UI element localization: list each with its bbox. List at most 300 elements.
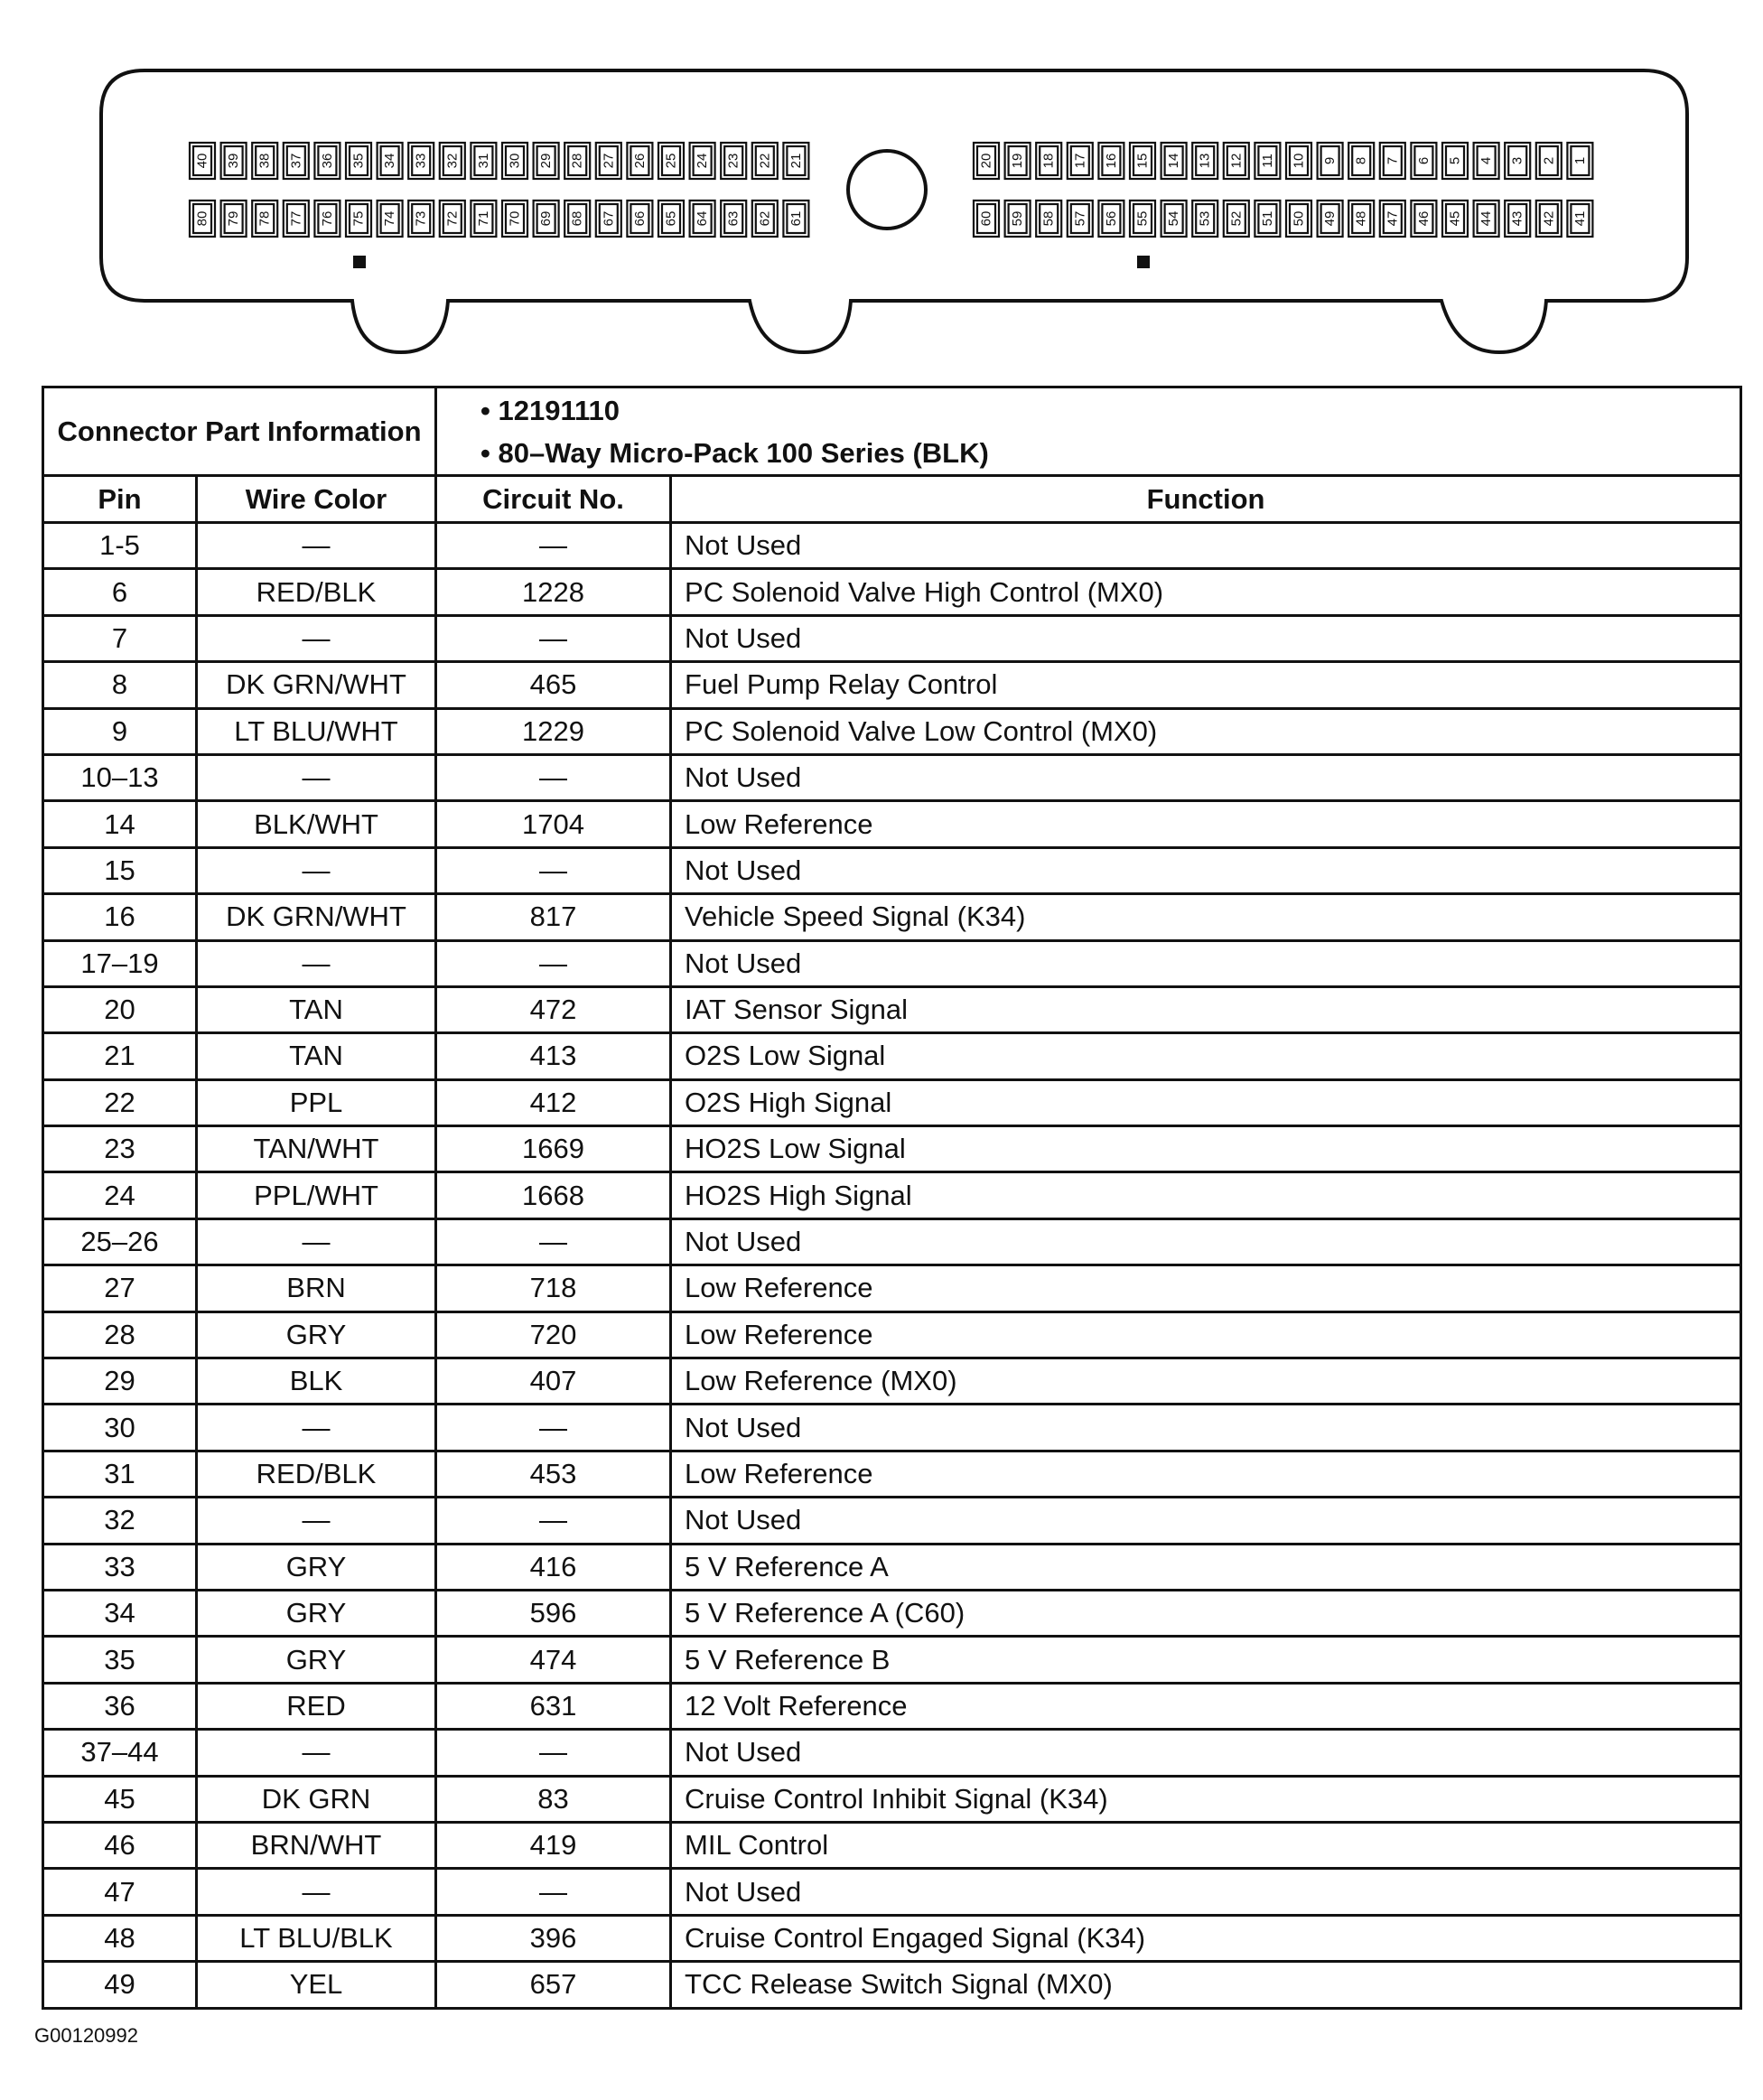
pin-number: 21 bbox=[788, 153, 804, 169]
pin-number: 74 bbox=[382, 210, 398, 227]
pin-number: 66 bbox=[631, 210, 648, 227]
connector-diagram bbox=[0, 0, 1763, 361]
wire-color-cell: YEL bbox=[197, 1962, 436, 2008]
pin-cell: 17–19 bbox=[43, 940, 197, 986]
pin-cell bbox=[378, 143, 403, 179]
pin-number: 45 bbox=[1447, 210, 1463, 227]
center-alignment-hole bbox=[848, 151, 926, 229]
pin-number: 39 bbox=[226, 153, 242, 169]
pin-cell bbox=[690, 201, 715, 237]
wire-color-cell: — bbox=[197, 1869, 436, 1915]
wire-color-cell: — bbox=[197, 523, 436, 569]
pin-number: 47 bbox=[1385, 210, 1401, 227]
pin-cell bbox=[221, 143, 247, 179]
pin-number: 24 bbox=[695, 153, 711, 169]
table-row bbox=[43, 615, 1741, 661]
function-cell: TCC Release Switch Signal (MX0) bbox=[671, 1962, 1741, 2008]
function-cell: PC Solenoid Valve High Control (MX0) bbox=[671, 569, 1741, 615]
pin-cell bbox=[378, 201, 403, 237]
circuit-cell: 396 bbox=[436, 1915, 671, 1961]
pin-cell: 45 bbox=[43, 1776, 197, 1822]
pin-cell bbox=[346, 201, 371, 237]
pin-number: 58 bbox=[1040, 210, 1057, 227]
pin-cell bbox=[627, 201, 652, 237]
wire-color-cell: — bbox=[197, 940, 436, 986]
function-cell: 12 Volt Reference bbox=[671, 1683, 1741, 1729]
pin-cell bbox=[440, 143, 465, 179]
pin-number: 20 bbox=[978, 153, 994, 169]
function-cell: Not Used bbox=[671, 1730, 1741, 1776]
pin-number: 54 bbox=[1166, 210, 1182, 227]
pin-cell: 32 bbox=[43, 1498, 197, 1544]
function-cell: PC Solenoid Valve Low Control (MX0) bbox=[671, 708, 1741, 754]
pin-cell bbox=[346, 143, 371, 179]
wire-color-cell: GRY bbox=[197, 1637, 436, 1683]
function-cell: MIL Control bbox=[671, 1822, 1741, 1868]
pin-cell bbox=[658, 201, 684, 237]
pin-cell: 23 bbox=[43, 1126, 197, 1172]
pin-cell: 10–13 bbox=[43, 754, 197, 800]
col-header-pin: Pin bbox=[43, 476, 197, 523]
pin-number: 71 bbox=[475, 210, 491, 227]
function-cell: Not Used bbox=[671, 1869, 1741, 1915]
table-row bbox=[43, 708, 1741, 754]
pin-cell bbox=[221, 201, 247, 237]
pin-number: 52 bbox=[1228, 210, 1245, 227]
pin-number: 41 bbox=[1572, 210, 1588, 227]
circuit-cell: — bbox=[436, 754, 671, 800]
pin-cell bbox=[1255, 201, 1280, 237]
wire-color-cell: BLK/WHT bbox=[197, 801, 436, 847]
pin-cell bbox=[627, 143, 652, 179]
wire-color-cell: RED/BLK bbox=[197, 1451, 436, 1497]
pin-number: 6 bbox=[1415, 156, 1432, 165]
table-row bbox=[43, 1962, 1741, 2008]
pin-number: 73 bbox=[413, 210, 429, 227]
table-row bbox=[43, 1265, 1741, 1311]
pin-number: 15 bbox=[1134, 153, 1151, 169]
pin-cell bbox=[284, 201, 309, 237]
pin-number: 44 bbox=[1478, 210, 1495, 227]
pin-cell bbox=[658, 143, 684, 179]
table-row bbox=[43, 1637, 1741, 1683]
table-row bbox=[43, 847, 1741, 893]
circuit-cell: 412 bbox=[436, 1079, 671, 1125]
pin-cell bbox=[1442, 201, 1468, 237]
pin-number: 5 bbox=[1447, 156, 1463, 165]
wire-color-cell: — bbox=[197, 615, 436, 661]
pin-cell: 28 bbox=[43, 1311, 197, 1358]
pin-number: 75 bbox=[350, 210, 367, 227]
pin-number: 69 bbox=[538, 210, 555, 227]
pin-cell bbox=[721, 201, 746, 237]
table-row bbox=[43, 1451, 1741, 1497]
pin-number: 25 bbox=[663, 153, 679, 169]
circuit-cell: — bbox=[436, 1730, 671, 1776]
pin-cell bbox=[314, 201, 340, 237]
pin-number: 13 bbox=[1197, 153, 1213, 169]
col-header-function: Function bbox=[671, 476, 1741, 523]
pin-cell bbox=[471, 201, 496, 237]
polarization-mark-right bbox=[1137, 256, 1150, 268]
pin-number: 34 bbox=[382, 153, 398, 169]
function-cell: Cruise Control Engaged Signal (K34) bbox=[671, 1915, 1741, 1961]
pin-number: 28 bbox=[569, 153, 585, 169]
pin-cell bbox=[408, 143, 434, 179]
table-row bbox=[43, 1172, 1741, 1218]
circuit-cell: — bbox=[436, 940, 671, 986]
pin-number: 23 bbox=[725, 153, 742, 169]
circuit-cell: 817 bbox=[436, 894, 671, 940]
pin-cell: 20 bbox=[43, 986, 197, 1032]
pin-cell: 15 bbox=[43, 847, 197, 893]
pin-cell bbox=[1411, 201, 1436, 237]
pin-cell bbox=[1286, 143, 1311, 179]
pin-cell bbox=[596, 201, 621, 237]
pin-cell bbox=[564, 143, 590, 179]
pin-number: 61 bbox=[788, 210, 804, 227]
pin-number: 10 bbox=[1291, 153, 1307, 169]
pin-cell bbox=[314, 143, 340, 179]
wire-color-cell: BLK bbox=[197, 1358, 436, 1405]
pin-cell bbox=[1505, 201, 1530, 237]
wire-color-cell: GRY bbox=[197, 1311, 436, 1358]
pin-number: 9 bbox=[1322, 156, 1339, 165]
pin-number: 68 bbox=[569, 210, 585, 227]
function-cell: Low Reference (MX0) bbox=[671, 1358, 1741, 1405]
pin-number: 60 bbox=[978, 210, 994, 227]
function-cell: Cruise Control Inhibit Signal (K34) bbox=[671, 1776, 1741, 1822]
circuit-cell: 596 bbox=[436, 1590, 671, 1636]
pin-cell: 24 bbox=[43, 1172, 197, 1218]
pin-cell bbox=[1161, 143, 1187, 179]
table-row bbox=[43, 1822, 1741, 1868]
connector-description: • 80–Way Micro-Pack 100 Series (BLK) bbox=[480, 436, 989, 469]
pin-cell: 34 bbox=[43, 1590, 197, 1636]
circuit-cell: — bbox=[436, 615, 671, 661]
pin-cell bbox=[1536, 143, 1562, 179]
wire-color-cell: — bbox=[197, 1405, 436, 1451]
pin-cell bbox=[190, 201, 215, 237]
wire-color-cell: — bbox=[197, 1218, 436, 1265]
pin-number: 35 bbox=[350, 153, 367, 169]
pin-number: 30 bbox=[507, 153, 523, 169]
wire-color-cell: TAN bbox=[197, 986, 436, 1032]
circuit-cell: 1669 bbox=[436, 1126, 671, 1172]
table-row bbox=[43, 569, 1741, 615]
pin-number: 29 bbox=[538, 153, 555, 169]
pin-number: 72 bbox=[444, 210, 461, 227]
table-row bbox=[43, 801, 1741, 847]
pin-cell bbox=[502, 201, 527, 237]
circuit-cell: — bbox=[436, 1218, 671, 1265]
circuit-cell: 416 bbox=[436, 1544, 671, 1590]
pin-number: 1 bbox=[1572, 156, 1588, 165]
pin-cell bbox=[1567, 201, 1592, 237]
function-cell: Low Reference bbox=[671, 1311, 1741, 1358]
pin-cell bbox=[974, 201, 999, 237]
function-cell: 5 V Reference B bbox=[671, 1637, 1741, 1683]
pin-number: 77 bbox=[288, 210, 304, 227]
circuit-cell: 1668 bbox=[436, 1172, 671, 1218]
table-row bbox=[43, 662, 1741, 708]
function-cell: Low Reference bbox=[671, 1451, 1741, 1497]
pin-cell bbox=[440, 201, 465, 237]
pin-cell bbox=[783, 201, 808, 237]
function-cell: 5 V Reference A bbox=[671, 1544, 1741, 1590]
pin-number: 32 bbox=[444, 153, 461, 169]
function-cell: Fuel Pump Relay Control bbox=[671, 662, 1741, 708]
pin-number: 27 bbox=[601, 153, 617, 169]
circuit-cell: 718 bbox=[436, 1265, 671, 1311]
pin-number: 8 bbox=[1353, 156, 1369, 165]
pin-cell bbox=[596, 143, 621, 179]
pin-cell: 6 bbox=[43, 569, 197, 615]
pin-cell bbox=[534, 201, 559, 237]
circuit-cell: 465 bbox=[436, 662, 671, 708]
table-row bbox=[43, 1033, 1741, 1079]
function-cell: Not Used bbox=[671, 847, 1741, 893]
pin-cell bbox=[690, 143, 715, 179]
pin-number: 55 bbox=[1134, 210, 1151, 227]
function-cell: Vehicle Speed Signal (K34) bbox=[671, 894, 1741, 940]
pin-cell bbox=[534, 143, 559, 179]
pin-number: 26 bbox=[631, 153, 648, 169]
connector-info-label: Connector Part Information bbox=[43, 387, 436, 476]
pin-cell: 1-5 bbox=[43, 523, 197, 569]
pin-number: 14 bbox=[1166, 153, 1182, 169]
function-cell: Not Used bbox=[671, 940, 1741, 986]
wire-color-cell: GRY bbox=[197, 1590, 436, 1636]
wire-color-cell: TAN bbox=[197, 1033, 436, 1079]
circuit-cell: 657 bbox=[436, 1962, 671, 2008]
pin-cell bbox=[752, 201, 778, 237]
pin-cell bbox=[1130, 201, 1155, 237]
table-row bbox=[43, 940, 1741, 986]
part-number: • 12191110 bbox=[480, 394, 620, 426]
pin-cell bbox=[783, 143, 808, 179]
pin-number: 64 bbox=[695, 210, 711, 227]
pin-cell bbox=[1474, 143, 1499, 179]
table-row bbox=[43, 1683, 1741, 1729]
wire-color-cell: TAN/WHT bbox=[197, 1126, 436, 1172]
wire-color-cell: GRY bbox=[197, 1544, 436, 1590]
table-row bbox=[43, 1405, 1741, 1451]
pin-cell bbox=[1474, 201, 1499, 237]
pin-cell: 37–44 bbox=[43, 1730, 197, 1776]
pin-cell bbox=[1536, 201, 1562, 237]
table-row bbox=[43, 1126, 1741, 1172]
pin-number: 65 bbox=[663, 210, 679, 227]
pin-cell bbox=[1068, 201, 1093, 237]
circuit-cell: 1704 bbox=[436, 801, 671, 847]
pin-cell bbox=[1318, 201, 1343, 237]
pin-cell bbox=[1348, 201, 1374, 237]
wire-color-cell: — bbox=[197, 754, 436, 800]
pin-cell: 22 bbox=[43, 1079, 197, 1125]
table-row bbox=[43, 1869, 1741, 1915]
pin-cell: 35 bbox=[43, 1637, 197, 1683]
function-cell: O2S Low Signal bbox=[671, 1033, 1741, 1079]
pin-number: 78 bbox=[257, 210, 273, 227]
pin-number: 38 bbox=[257, 153, 273, 169]
pin-cell: 14 bbox=[43, 801, 197, 847]
wire-color-cell: PPL/WHT bbox=[197, 1172, 436, 1218]
circuit-cell: — bbox=[436, 847, 671, 893]
wire-color-cell: BRN bbox=[197, 1265, 436, 1311]
col-header-circuit: Circuit No. bbox=[436, 476, 671, 523]
table-row bbox=[43, 1776, 1741, 1822]
wire-color-cell: — bbox=[197, 847, 436, 893]
pin-cell bbox=[190, 143, 215, 179]
pin-cell bbox=[1380, 143, 1405, 179]
pin-number: 43 bbox=[1509, 210, 1525, 227]
function-cell: Low Reference bbox=[671, 1265, 1741, 1311]
table-row bbox=[43, 1311, 1741, 1358]
pin-number: 48 bbox=[1353, 210, 1369, 227]
function-cell: O2S High Signal bbox=[671, 1079, 1741, 1125]
pin-cell bbox=[1411, 143, 1436, 179]
polarization-mark-left bbox=[353, 256, 366, 268]
table-row bbox=[43, 1358, 1741, 1405]
connector-info-row bbox=[43, 387, 1741, 476]
pin-number: 36 bbox=[319, 153, 335, 169]
wire-color-cell: BRN/WHT bbox=[197, 1822, 436, 1868]
wire-color-cell: — bbox=[197, 1498, 436, 1544]
pin-number: 76 bbox=[319, 210, 335, 227]
function-cell: Not Used bbox=[671, 615, 1741, 661]
table-row bbox=[43, 1915, 1741, 1961]
pin-number: 53 bbox=[1197, 210, 1213, 227]
circuit-cell: 1228 bbox=[436, 569, 671, 615]
pin-cell: 31 bbox=[43, 1451, 197, 1497]
pin-cell bbox=[471, 143, 496, 179]
circuit-cell: 453 bbox=[436, 1451, 671, 1497]
table-row bbox=[43, 1218, 1741, 1265]
pin-number: 33 bbox=[413, 153, 429, 169]
pin-number: 57 bbox=[1072, 210, 1088, 227]
pin-number: 49 bbox=[1322, 210, 1339, 227]
function-cell: Not Used bbox=[671, 1498, 1741, 1544]
pin-number: 80 bbox=[194, 210, 210, 227]
wire-color-cell: RED/BLK bbox=[197, 569, 436, 615]
wire-color-cell: DK GRN/WHT bbox=[197, 662, 436, 708]
circuit-cell: — bbox=[436, 1405, 671, 1451]
pin-cell: 46 bbox=[43, 1822, 197, 1868]
table-row bbox=[43, 1544, 1741, 1590]
pin-cell bbox=[1068, 143, 1093, 179]
table-row bbox=[43, 523, 1741, 569]
connector-pins bbox=[190, 143, 1592, 237]
pin-cell: 47 bbox=[43, 1869, 197, 1915]
pin-number: 67 bbox=[601, 210, 617, 227]
table-row bbox=[43, 986, 1741, 1032]
pin-number: 37 bbox=[288, 153, 304, 169]
table-row bbox=[43, 1498, 1741, 1544]
wire-color-cell: — bbox=[197, 1730, 436, 1776]
pin-number: 63 bbox=[725, 210, 742, 227]
pin-number: 17 bbox=[1072, 153, 1088, 169]
pin-cell bbox=[1192, 143, 1217, 179]
table-row bbox=[43, 1730, 1741, 1776]
pin-cell bbox=[974, 143, 999, 179]
pin-number: 7 bbox=[1385, 156, 1401, 165]
pin-cell: 8 bbox=[43, 662, 197, 708]
table-row bbox=[43, 1590, 1741, 1636]
pin-number: 11 bbox=[1259, 154, 1275, 168]
wire-color-cell: LT BLU/BLK bbox=[197, 1915, 436, 1961]
pin-cell bbox=[1505, 143, 1530, 179]
function-cell: HO2S High Signal bbox=[671, 1172, 1741, 1218]
circuit-cell: — bbox=[436, 523, 671, 569]
pin-number: 18 bbox=[1040, 153, 1057, 169]
pin-cell bbox=[752, 143, 778, 179]
pin-number: 19 bbox=[1010, 153, 1026, 169]
pin-number: 42 bbox=[1541, 210, 1557, 227]
pin-cell: 30 bbox=[43, 1405, 197, 1451]
circuit-cell: 83 bbox=[436, 1776, 671, 1822]
pin-cell: 25–26 bbox=[43, 1218, 197, 1265]
circuit-cell: 419 bbox=[436, 1822, 671, 1868]
pin-cell bbox=[1130, 143, 1155, 179]
column-header-row bbox=[43, 476, 1741, 523]
circuit-cell: — bbox=[436, 1869, 671, 1915]
pin-number: 62 bbox=[757, 210, 773, 227]
pin-cell bbox=[1348, 143, 1374, 179]
wire-color-cell: RED bbox=[197, 1683, 436, 1729]
circuit-cell: 413 bbox=[436, 1033, 671, 1079]
pin-cell: 7 bbox=[43, 615, 197, 661]
function-cell: HO2S Low Signal bbox=[671, 1126, 1741, 1172]
figure-id: G00120992 bbox=[34, 2024, 138, 2047]
pin-number: 2 bbox=[1541, 156, 1557, 165]
pin-number: 56 bbox=[1103, 210, 1119, 227]
circuit-cell: — bbox=[436, 1498, 671, 1544]
pin-number: 51 bbox=[1259, 210, 1275, 227]
pin-cell bbox=[1192, 201, 1217, 237]
pin-cell bbox=[1098, 143, 1124, 179]
connector-info-list bbox=[436, 387, 1741, 476]
pin-cell bbox=[1255, 143, 1280, 179]
pin-cell: 33 bbox=[43, 1544, 197, 1590]
pin-number: 70 bbox=[507, 210, 523, 227]
pin-cell bbox=[252, 143, 277, 179]
circuit-cell: 407 bbox=[436, 1358, 671, 1405]
pin-cell: 49 bbox=[43, 1962, 197, 2008]
function-cell: Not Used bbox=[671, 523, 1741, 569]
pin-cell: 21 bbox=[43, 1033, 197, 1079]
function-cell: IAT Sensor Signal bbox=[671, 986, 1741, 1032]
pin-cell bbox=[564, 201, 590, 237]
pin-cell bbox=[1318, 143, 1343, 179]
pin-cell: 29 bbox=[43, 1358, 197, 1405]
wire-color-cell: DK GRN bbox=[197, 1776, 436, 1822]
wire-color-cell: PPL bbox=[197, 1079, 436, 1125]
pin-number: 22 bbox=[757, 153, 773, 169]
pin-cell bbox=[1442, 143, 1468, 179]
pin-number: 50 bbox=[1291, 210, 1307, 227]
pin-cell bbox=[1286, 201, 1311, 237]
pin-cell bbox=[408, 201, 434, 237]
pin-number: 40 bbox=[194, 153, 210, 169]
pinout-table bbox=[42, 386, 1742, 2010]
pin-cell bbox=[1380, 201, 1405, 237]
pin-cell bbox=[721, 143, 746, 179]
function-cell: Low Reference bbox=[671, 801, 1741, 847]
pin-cell bbox=[1005, 201, 1031, 237]
pin-cell bbox=[1036, 201, 1061, 237]
pin-cell bbox=[1567, 143, 1592, 179]
